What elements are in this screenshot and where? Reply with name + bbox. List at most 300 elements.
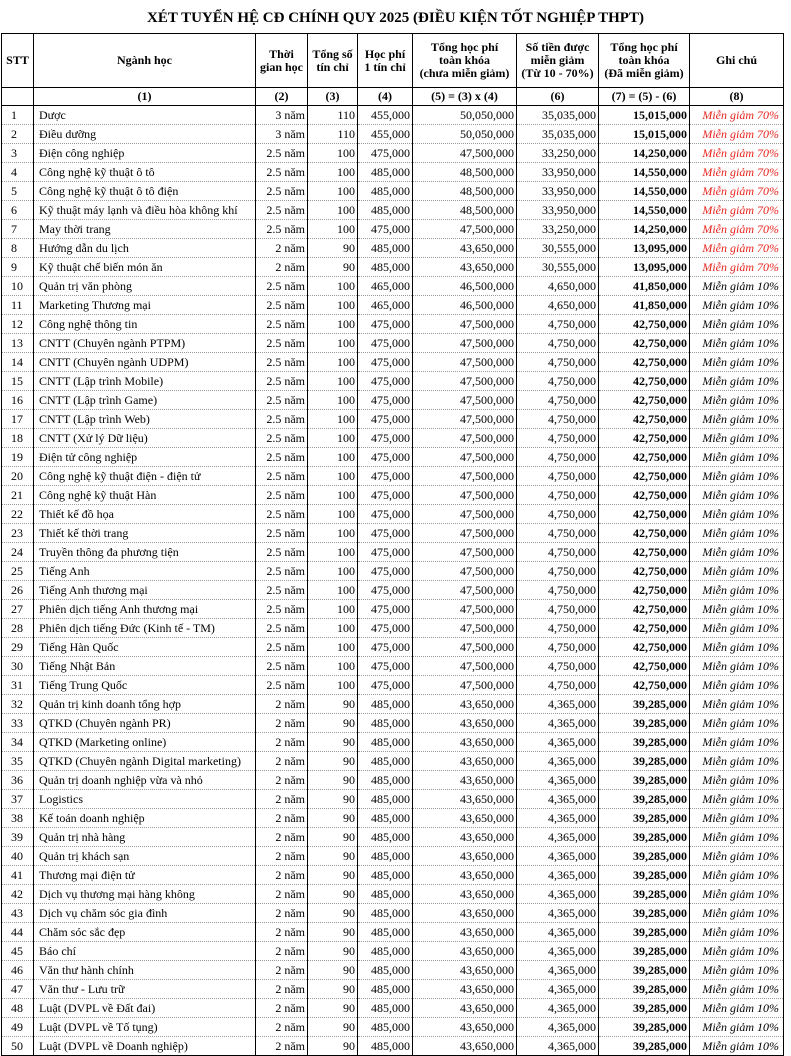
cell-note: Miễn giảm 10% <box>690 752 784 771</box>
cell-credits: 100 <box>308 581 358 600</box>
cell-stt: 23 <box>2 524 34 543</box>
cell-major: Công nghệ kỹ thuật ô tô <box>34 163 256 182</box>
cell-total-fee: 47,500,000 <box>413 391 517 410</box>
cell-stt: 12 <box>2 315 34 334</box>
cell-duration: 2.5 năm <box>256 220 308 239</box>
cell-fee-per-credit: 475,000 <box>358 657 413 676</box>
cell-stt: 43 <box>2 904 34 923</box>
cell-total-after-discount: 13,095,000 <box>599 258 690 277</box>
cell-fee-per-credit: 485,000 <box>358 942 413 961</box>
cell-fee-per-credit: 475,000 <box>358 543 413 562</box>
cell-note: Miễn giảm 10% <box>690 372 784 391</box>
cell-total-after-discount: 42,750,000 <box>599 619 690 638</box>
cell-total-fee: 43,650,000 <box>413 942 517 961</box>
cell-note: Miễn giảm 10% <box>690 486 784 505</box>
cell-note: Miễn giảm 10% <box>690 790 784 809</box>
cell-stt: 45 <box>2 942 34 961</box>
cell-total-after-discount: 42,750,000 <box>599 353 690 372</box>
cell-total-after-discount: 39,285,000 <box>599 752 690 771</box>
column-index-fee-per-credit: (4) <box>358 88 413 106</box>
cell-note: Miễn giảm 10% <box>690 391 784 410</box>
cell-credits: 100 <box>308 562 358 581</box>
table-row <box>2 448 784 467</box>
cell-note: Miễn giảm 10% <box>690 429 784 448</box>
cell-fee-per-credit: 475,000 <box>358 562 413 581</box>
cell-fee-per-credit: 475,000 <box>358 315 413 334</box>
header-line: gian học <box>259 59 303 74</box>
cell-discount-amount: 4,365,000 <box>517 961 599 980</box>
cell-note: Miễn giảm 10% <box>690 581 784 600</box>
cell-duration: 2 năm <box>256 980 308 999</box>
cell-credits: 90 <box>308 733 358 752</box>
cell-total-fee: 46,500,000 <box>413 277 517 296</box>
cell-discount-amount: 4,365,000 <box>517 809 599 828</box>
cell-credits: 90 <box>308 961 358 980</box>
cell-duration: 2.5 năm <box>256 543 308 562</box>
cell-fee-per-credit: 475,000 <box>358 429 413 448</box>
table-row <box>2 619 784 638</box>
cell-total-after-discount: 39,285,000 <box>599 999 690 1018</box>
cell-discount-amount: 4,365,000 <box>517 828 599 847</box>
cell-discount-amount: 4,750,000 <box>517 600 599 619</box>
cell-total-after-discount: 39,285,000 <box>599 695 690 714</box>
cell-discount-amount: 4,365,000 <box>517 942 599 961</box>
cell-duration: 2 năm <box>256 695 308 714</box>
cell-discount-amount: 4,365,000 <box>517 771 599 790</box>
cell-fee-per-credit: 475,000 <box>358 144 413 163</box>
cell-total-fee: 47,500,000 <box>413 562 517 581</box>
table-row <box>2 505 784 524</box>
cell-total-fee: 47,500,000 <box>413 600 517 619</box>
cell-major: Thương mại điện tử <box>34 866 256 885</box>
cell-note: Miễn giảm 10% <box>690 999 784 1018</box>
table-row <box>2 372 784 391</box>
cell-credits: 100 <box>308 391 358 410</box>
header-credits <box>308 34 358 88</box>
cell-total-fee: 43,650,000 <box>413 790 517 809</box>
cell-total-after-discount: 42,750,000 <box>599 429 690 448</box>
cell-total-fee: 43,650,000 <box>413 809 517 828</box>
cell-credits: 100 <box>308 163 358 182</box>
header-line: Thời <box>269 46 294 61</box>
table-row <box>2 847 784 866</box>
cell-credits: 90 <box>308 923 358 942</box>
cell-major: CNTT (Xử lý Dữ liệu) <box>34 429 256 448</box>
header-stt <box>2 34 34 88</box>
cell-credits: 100 <box>308 201 358 220</box>
cell-total-after-discount: 39,285,000 <box>599 790 690 809</box>
cell-stt: 46 <box>2 961 34 980</box>
cell-total-after-discount: 42,750,000 <box>599 505 690 524</box>
cell-duration: 2.5 năm <box>256 448 308 467</box>
cell-discount-amount: 4,750,000 <box>517 429 599 448</box>
cell-stt: 36 <box>2 771 34 790</box>
cell-credits: 100 <box>308 486 358 505</box>
cell-major: Dịch vụ thương mại hàng không <box>34 885 256 904</box>
table-row <box>2 125 784 144</box>
cell-duration: 2 năm <box>256 961 308 980</box>
cell-total-fee: 43,650,000 <box>413 885 517 904</box>
cell-credits: 90 <box>308 999 358 1018</box>
cell-total-after-discount: 39,285,000 <box>599 980 690 999</box>
cell-note: Miễn giảm 10% <box>690 619 784 638</box>
header-note <box>690 34 784 88</box>
cell-stt: 6 <box>2 201 34 220</box>
cell-duration: 2 năm <box>256 733 308 752</box>
column-index-row <box>2 88 784 106</box>
cell-major: Công nghệ kỹ thuật ô tô điện <box>34 182 256 201</box>
cell-credits: 90 <box>308 714 358 733</box>
table-row <box>2 752 784 771</box>
cell-stt: 30 <box>2 657 34 676</box>
table-row <box>2 467 784 486</box>
cell-total-after-discount: 39,285,000 <box>599 904 690 923</box>
cell-stt: 50 <box>2 1037 34 1056</box>
cell-stt: 38 <box>2 809 34 828</box>
cell-fee-per-credit: 475,000 <box>358 524 413 543</box>
cell-total-after-discount: 13,095,000 <box>599 239 690 258</box>
cell-duration: 2 năm <box>256 904 308 923</box>
cell-note: Miễn giảm 10% <box>690 505 784 524</box>
cell-total-after-discount: 42,750,000 <box>599 334 690 353</box>
cell-discount-amount: 4,750,000 <box>517 410 599 429</box>
cell-discount-amount: 4,750,000 <box>517 543 599 562</box>
cell-total-fee: 47,500,000 <box>413 543 517 562</box>
header-duration <box>256 34 308 88</box>
cell-total-fee: 47,500,000 <box>413 505 517 524</box>
cell-fee-per-credit: 485,000 <box>358 752 413 771</box>
cell-stt: 7 <box>2 220 34 239</box>
table-row <box>2 391 784 410</box>
cell-total-after-discount: 42,750,000 <box>599 391 690 410</box>
cell-stt: 25 <box>2 562 34 581</box>
cell-major: Luật (DVPL về Doanh nghiệp) <box>34 1037 256 1056</box>
cell-total-after-discount: 42,750,000 <box>599 410 690 429</box>
cell-major: Quản trị nhà hàng <box>34 828 256 847</box>
cell-duration: 3 năm <box>256 125 308 144</box>
header-line: Tổng số <box>312 46 353 61</box>
cell-stt: 21 <box>2 486 34 505</box>
cell-discount-amount: 35,035,000 <box>517 125 599 144</box>
header-line: Số tiền được <box>525 40 590 54</box>
cell-discount-amount: 4,750,000 <box>517 638 599 657</box>
cell-discount-amount: 4,750,000 <box>517 486 599 505</box>
table-row <box>2 600 784 619</box>
table-body <box>2 106 784 1056</box>
cell-discount-amount: 4,750,000 <box>517 524 599 543</box>
cell-discount-amount: 4,365,000 <box>517 980 599 999</box>
cell-fee-per-credit: 485,000 <box>358 733 413 752</box>
cell-discount-amount: 33,950,000 <box>517 163 599 182</box>
table-row <box>2 581 784 600</box>
cell-total-after-discount: 39,285,000 <box>599 885 690 904</box>
cell-credits: 90 <box>308 1018 358 1037</box>
cell-major: Hướng dẫn du lịch <box>34 239 256 258</box>
cell-major: Truyền thông đa phương tiện <box>34 543 256 562</box>
cell-stt: 40 <box>2 847 34 866</box>
cell-fee-per-credit: 485,000 <box>358 885 413 904</box>
cell-discount-amount: 35,035,000 <box>517 106 599 125</box>
cell-major: Kỹ thuật máy lạnh và điều hòa không khí <box>34 201 256 220</box>
cell-note: Miễn giảm 10% <box>690 467 784 486</box>
cell-note: Miễn giảm 10% <box>690 638 784 657</box>
cell-duration: 2.5 năm <box>256 638 308 657</box>
cell-credits: 100 <box>308 182 358 201</box>
cell-credits: 90 <box>308 790 358 809</box>
cell-fee-per-credit: 485,000 <box>358 1018 413 1037</box>
cell-major: Dịch vụ chăm sóc gia đình <box>34 904 256 923</box>
cell-major: CNTT (Lập trình Game) <box>34 391 256 410</box>
cell-total-fee: 47,500,000 <box>413 467 517 486</box>
cell-major: Marketing Thương mại <box>34 296 256 315</box>
cell-stt: 29 <box>2 638 34 657</box>
cell-total-after-discount: 42,750,000 <box>599 315 690 334</box>
table-row <box>2 657 784 676</box>
cell-note: Miễn giảm 70% <box>690 125 784 144</box>
cell-total-fee: 47,500,000 <box>413 334 517 353</box>
table-row <box>2 866 784 885</box>
table-row <box>2 106 784 125</box>
cell-total-fee: 47,500,000 <box>413 638 517 657</box>
header-total-after-discount <box>599 34 690 88</box>
cell-credits: 100 <box>308 296 358 315</box>
cell-duration: 2 năm <box>256 999 308 1018</box>
cell-stt: 42 <box>2 885 34 904</box>
cell-discount-amount: 4,365,000 <box>517 904 599 923</box>
cell-note: Miễn giảm 10% <box>690 1037 784 1056</box>
cell-credits: 90 <box>308 866 358 885</box>
cell-major: Quản trị khách sạn <box>34 847 256 866</box>
cell-total-fee: 48,500,000 <box>413 163 517 182</box>
cell-duration: 2 năm <box>256 809 308 828</box>
cell-major: Thiết kế thời trang <box>34 524 256 543</box>
cell-note: Miễn giảm 70% <box>690 163 784 182</box>
cell-total-fee: 43,650,000 <box>413 239 517 258</box>
cell-stt: 49 <box>2 1018 34 1037</box>
cell-fee-per-credit: 485,000 <box>358 999 413 1018</box>
table-row <box>2 486 784 505</box>
cell-duration: 2.5 năm <box>256 410 308 429</box>
cell-fee-per-credit: 475,000 <box>358 581 413 600</box>
cell-stt: 26 <box>2 581 34 600</box>
cell-stt: 10 <box>2 277 34 296</box>
cell-duration: 2.5 năm <box>256 334 308 353</box>
cell-discount-amount: 33,250,000 <box>517 144 599 163</box>
cell-major: May thời trang <box>34 220 256 239</box>
cell-note: Miễn giảm 10% <box>690 695 784 714</box>
header-line: Tổng học phí <box>610 40 678 54</box>
cell-total-after-discount: 39,285,000 <box>599 809 690 828</box>
cell-fee-per-credit: 485,000 <box>358 904 413 923</box>
header-line: Ngành học <box>116 53 172 67</box>
cell-duration: 2.5 năm <box>256 486 308 505</box>
cell-total-fee: 47,500,000 <box>413 410 517 429</box>
cell-major: Dược <box>34 106 256 125</box>
cell-duration: 2.5 năm <box>256 676 308 695</box>
cell-total-fee: 47,500,000 <box>413 315 517 334</box>
cell-stt: 8 <box>2 239 34 258</box>
cell-stt: 22 <box>2 505 34 524</box>
cell-discount-amount: 4,650,000 <box>517 277 599 296</box>
cell-total-fee: 43,650,000 <box>413 695 517 714</box>
cell-total-fee: 43,650,000 <box>413 828 517 847</box>
cell-total-after-discount: 42,750,000 <box>599 448 690 467</box>
header-line: Tổng học phí <box>430 40 499 54</box>
cell-major: Quản trị doanh nghiệp vừa và nhỏ <box>34 771 256 790</box>
cell-major: Phiên dịch tiếng Đức (Kinh tế - TM) <box>34 619 256 638</box>
table-row <box>2 315 784 334</box>
cell-discount-amount: 4,650,000 <box>517 296 599 315</box>
cell-total-fee: 47,500,000 <box>413 429 517 448</box>
cell-note: Miễn giảm 10% <box>690 961 784 980</box>
cell-note: Miễn giảm 10% <box>690 524 784 543</box>
cell-duration: 2.5 năm <box>256 353 308 372</box>
cell-fee-per-credit: 485,000 <box>358 182 413 201</box>
cell-note: Miễn giảm 70% <box>690 182 784 201</box>
cell-total-fee: 47,500,000 <box>413 448 517 467</box>
cell-credits: 100 <box>308 543 358 562</box>
cell-discount-amount: 4,365,000 <box>517 866 599 885</box>
table-row <box>2 999 784 1018</box>
cell-note: Miễn giảm 10% <box>690 562 784 581</box>
cell-fee-per-credit: 485,000 <box>358 1037 413 1056</box>
document-title: XÉT TUYỂN HỆ CĐ CHÍNH QUY 2025 (ĐIỀU KIỆN TỐT NGHIỆP THPT) <box>147 10 644 26</box>
cell-fee-per-credit: 475,000 <box>358 334 413 353</box>
cell-duration: 2.5 năm <box>256 315 308 334</box>
cell-total-fee: 43,650,000 <box>413 999 517 1018</box>
cell-credits: 100 <box>308 144 358 163</box>
cell-fee-per-credit: 485,000 <box>358 695 413 714</box>
cell-total-after-discount: 42,750,000 <box>599 372 690 391</box>
cell-discount-amount: 4,365,000 <box>517 1037 599 1056</box>
cell-fee-per-credit: 455,000 <box>358 106 413 125</box>
cell-fee-per-credit: 475,000 <box>358 486 413 505</box>
cell-total-fee: 47,500,000 <box>413 524 517 543</box>
cell-total-fee: 47,500,000 <box>413 144 517 163</box>
table-row <box>2 220 784 239</box>
cell-stt: 33 <box>2 714 34 733</box>
cell-total-after-discount: 42,750,000 <box>599 600 690 619</box>
cell-duration: 2.5 năm <box>256 182 308 201</box>
cell-major: Thiết kế đồ họa <box>34 505 256 524</box>
cell-stt: 19 <box>2 448 34 467</box>
cell-credits: 100 <box>308 220 358 239</box>
cell-discount-amount: 4,365,000 <box>517 790 599 809</box>
column-index-major: (1) <box>34 88 256 106</box>
cell-major: Chăm sóc sắc đẹp <box>34 923 256 942</box>
cell-credits: 90 <box>308 752 358 771</box>
cell-major: Quản trị văn phòng <box>34 277 256 296</box>
cell-major: Tiếng Trung Quốc <box>34 676 256 695</box>
cell-credits: 100 <box>308 315 358 334</box>
table-row <box>2 695 784 714</box>
cell-credits: 100 <box>308 600 358 619</box>
cell-major: Luật (DVPL về Tố tụng) <box>34 1018 256 1037</box>
cell-fee-per-credit: 485,000 <box>358 714 413 733</box>
cell-total-after-discount: 39,285,000 <box>599 942 690 961</box>
cell-stt: 13 <box>2 334 34 353</box>
cell-fee-per-credit: 475,000 <box>358 353 413 372</box>
cell-major: CNTT (Chuyên ngành PTPM) <box>34 334 256 353</box>
cell-fee-per-credit: 485,000 <box>358 847 413 866</box>
cell-total-after-discount: 42,750,000 <box>599 486 690 505</box>
cell-major: Văn thư - Lưu trữ <box>34 980 256 999</box>
cell-credits: 90 <box>308 258 358 277</box>
cell-duration: 2.5 năm <box>256 277 308 296</box>
cell-credits: 100 <box>308 657 358 676</box>
cell-note: Miễn giảm 10% <box>690 353 784 372</box>
cell-total-after-discount: 14,550,000 <box>599 201 690 220</box>
cell-total-fee: 43,650,000 <box>413 961 517 980</box>
cell-total-fee: 47,500,000 <box>413 486 517 505</box>
cell-total-after-discount: 42,750,000 <box>599 638 690 657</box>
cell-note: Miễn giảm 70% <box>690 239 784 258</box>
table-row <box>2 296 784 315</box>
cell-total-after-discount: 15,015,000 <box>599 106 690 125</box>
cell-stt: 34 <box>2 733 34 752</box>
cell-fee-per-credit: 475,000 <box>358 391 413 410</box>
cell-stt: 16 <box>2 391 34 410</box>
cell-note: Miễn giảm 10% <box>690 733 784 752</box>
cell-note: Miễn giảm 10% <box>690 828 784 847</box>
cell-note: Miễn giảm 70% <box>690 201 784 220</box>
cell-total-fee: 43,650,000 <box>413 258 517 277</box>
cell-note: Miễn giảm 10% <box>690 448 784 467</box>
table-row <box>2 182 784 201</box>
table-row <box>2 353 784 372</box>
cell-duration: 2.5 năm <box>256 163 308 182</box>
cell-credits: 100 <box>308 410 358 429</box>
cell-total-after-discount: 39,285,000 <box>599 733 690 752</box>
cell-stt: 39 <box>2 828 34 847</box>
cell-discount-amount: 4,365,000 <box>517 1018 599 1037</box>
header-line: (chưa miễn giảm) <box>419 66 510 80</box>
cell-credits: 100 <box>308 334 358 353</box>
header-line: (Từ 10 - 70%) <box>521 66 594 80</box>
cell-duration: 2.5 năm <box>256 391 308 410</box>
cell-total-fee: 50,050,000 <box>413 125 517 144</box>
table-row <box>2 258 784 277</box>
header-total-fee <box>413 34 517 88</box>
cell-note: Miễn giảm 10% <box>690 942 784 961</box>
table-row <box>2 524 784 543</box>
table-row <box>2 961 784 980</box>
cell-credits: 100 <box>308 467 358 486</box>
cell-note: Miễn giảm 10% <box>690 714 784 733</box>
cell-duration: 2.5 năm <box>256 429 308 448</box>
cell-total-fee: 46,500,000 <box>413 296 517 315</box>
cell-duration: 2 năm <box>256 752 308 771</box>
cell-fee-per-credit: 475,000 <box>358 410 413 429</box>
cell-total-after-discount: 41,850,000 <box>599 277 690 296</box>
cell-total-after-discount: 15,015,000 <box>599 125 690 144</box>
cell-duration: 2 năm <box>256 942 308 961</box>
cell-fee-per-credit: 475,000 <box>358 448 413 467</box>
cell-stt: 47 <box>2 980 34 999</box>
cell-major: Công nghệ kỹ thuật điện - điện tử <box>34 467 256 486</box>
cell-duration: 2.5 năm <box>256 505 308 524</box>
header-line: 1 tín chỉ <box>364 59 406 74</box>
table-row <box>2 562 784 581</box>
header-line: miễn giảm <box>530 53 585 67</box>
table-row <box>2 543 784 562</box>
table-row <box>2 923 784 942</box>
cell-duration: 2 năm <box>256 790 308 809</box>
cell-fee-per-credit: 475,000 <box>358 505 413 524</box>
cell-duration: 2 năm <box>256 866 308 885</box>
cell-total-after-discount: 42,750,000 <box>599 467 690 486</box>
cell-stt: 4 <box>2 163 34 182</box>
